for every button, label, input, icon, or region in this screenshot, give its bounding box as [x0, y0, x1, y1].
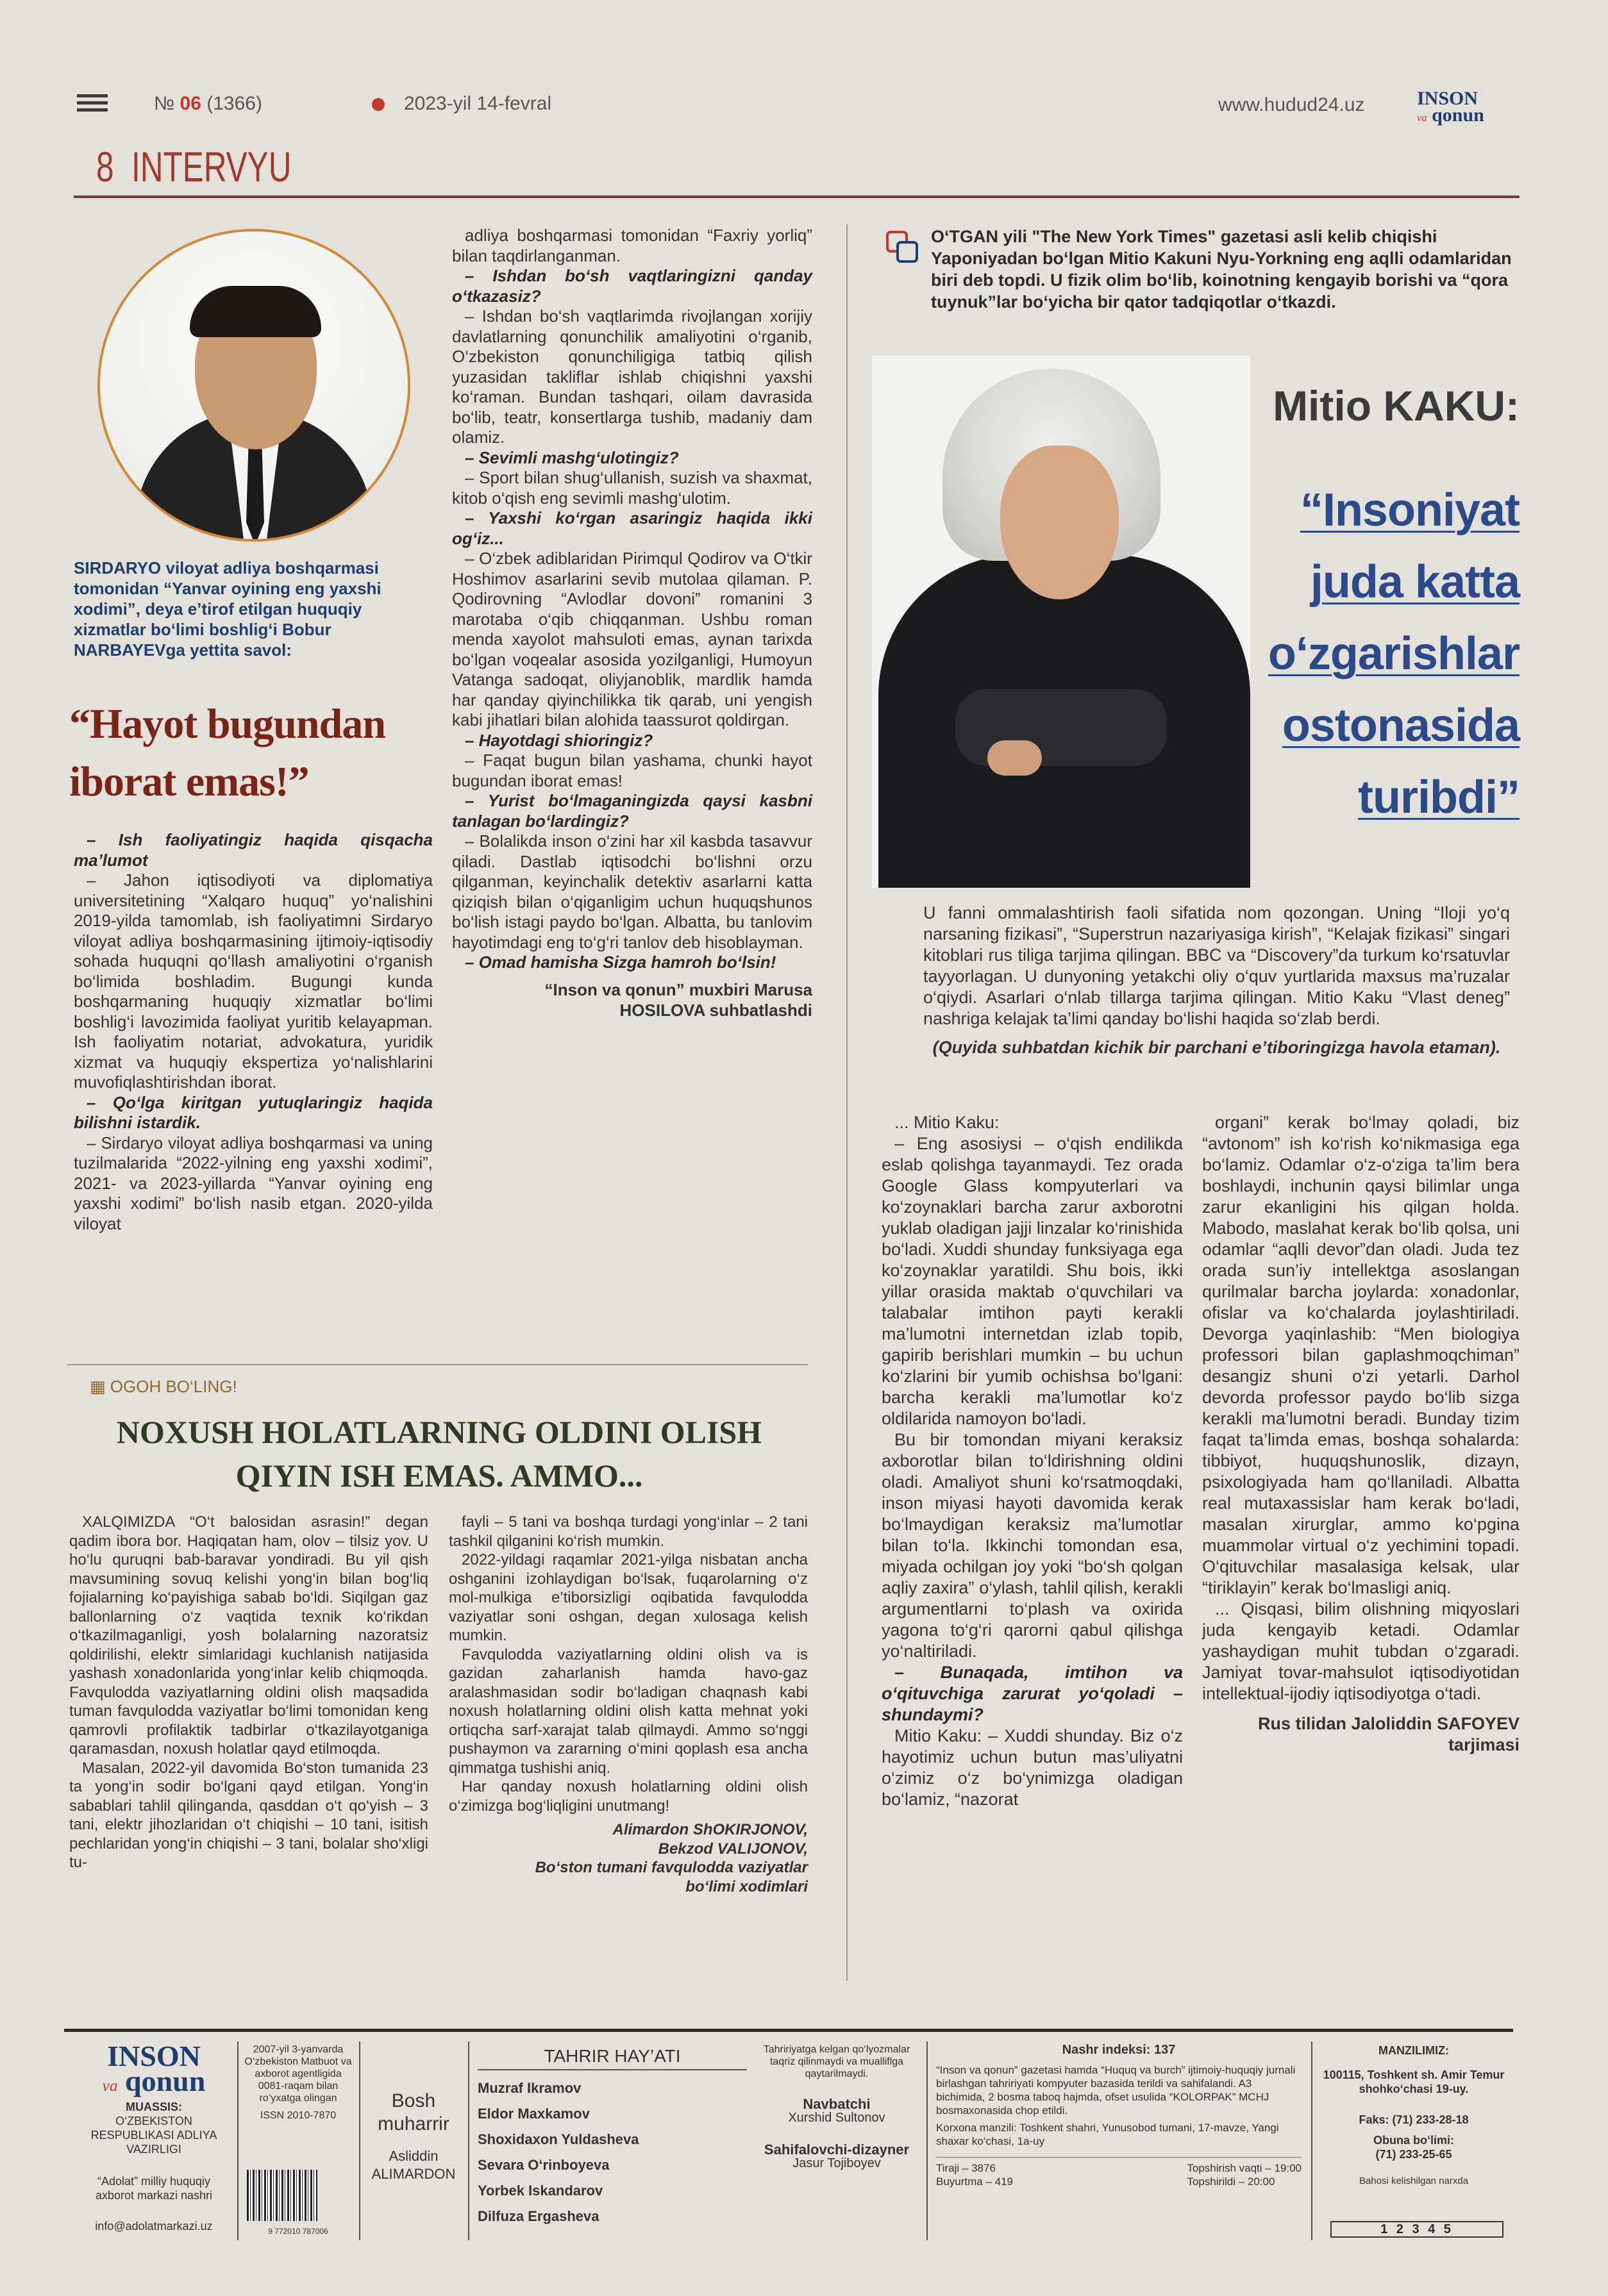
paragraph: Favqulodda vaziyatlarning oldini olish va is gazidan zaharlanish hamda havo-gaz aralashmasidan sodir bo‘ladigan chaqnash kabi noxush holatlarning oldini olish katta mehnat yoki ortiqcha sarf-xarajat talab qilmaydi. Ammo so‘nggi pushaymon va zararning o‘mini qoplash esa ancha qimmatga tushishi aniq.	[449, 1645, 808, 1777]
intro-note: (Quyida suhbatdan kichik bir parchani e’tiboringizga havola etaman).	[932, 1038, 1501, 1057]
translator-signature: Rus tilidan Jaloliddin SAFOYEV tarjimasi	[1257, 1714, 1520, 1754]
number-box: 1 2 3 4 5	[1330, 2221, 1503, 2238]
website-url: www.hudud24.uz	[1218, 94, 1365, 115]
ogoh-column-2	[449, 1513, 808, 1896]
page-header	[77, 87, 1520, 125]
answer: – Sport bilan shug‘ullanish, suzish va shaxmat, kitob o‘qish eng sevimli mashg‘ulotim.	[452, 468, 812, 508]
answer: – Ishdan bo‘sh vaqtlarimda rivojlangan xorijiy davlatlarning qonunchilik amaliyotini o‘rganib, O‘zbekiston qonunchiligiga tatbiq qilish yuzasidan takliflar ishlab chiqishni yaxshi ko‘raman. Bundan tashqari, oilam davrasida bo‘lib, teatr, konsertlarga tushib, madaniy dam olamiz.	[452, 306, 812, 447]
answer: – Bolalikda inson o‘zini har xil kasbda tasavvur qiladi. Dastlab iqtisodchi bo‘lishni orzu qilganman, keyinchalik detektiv asarlarni katta qiziqish bilan o‘qiganligim uchun huquqshunos bo‘lish istagi paydo bo‘lgan. Albatta, bu tanlovim hayotimdagi eng to‘g‘ri tanlov deb hisoblayman.	[452, 831, 812, 952]
issue-date: 2023-yil 14-fevral	[404, 93, 552, 114]
question: – Ishdan bo‘sh vaqtlaringizni qanday o‘tkazasiz?	[452, 266, 812, 306]
answer: – O‘zbek adiblaridan Pirimqul Qodirov va O‘tkir Hoshimov asarlarini sevib mutolaa qilaman. P. Qodirovning “Avlodlar dovoni” romanini 3 marotaba o‘qib chiqqanman. Ushbu roman menda xayolot mahsuloti emas, aynan tarixda bo‘lgan voqealar asosida yozilganligi, Humoyun Vatanga sadoqat, oliyjanoblik, mardlik hamda har qanday qiyinchilikka tik qarab, uni yengish kabi jihatlari bilan alohida taassurot qoldirgan.	[452, 549, 812, 729]
paragraph: Masalan, 2022-yil davomida Bo‘ston tumanida 23 ta yong‘in sodir bo‘lgani qayd etilgan. Yong‘in sabablari tahlil qilinganda, qasddan o‘t qo‘yish – 3 tani, elektr jihozlaridan o‘t chiqishi – 10 tani, isitish pechlaridan yong‘in chiqishi – 3 tani, bolalar sho‘xligi tu-	[69, 1759, 428, 1871]
question: – Ish faoliyatingiz haqida qisqacha ma’lumot	[74, 830, 433, 870]
answer: Mitio Kaku: – Xuddi shunday. Biz o‘z hayotimiz uchun butun mas’uliyatni o‘zimiz o‘z bo‘ynimizga oladigan bo‘lamiz, “nazorat	[882, 1726, 1183, 1809]
kaku-name: Mitio KAKU:	[1273, 382, 1520, 429]
translate-icon	[885, 229, 921, 265]
column-divider	[846, 224, 848, 1981]
barcode-digits: 9 772010 787006	[268, 2227, 328, 2236]
answer: organi” kerak bo‘lmay qoladi, biz “avtonom” ish ko‘rish ko‘nikmasiga ega bo‘lamiz. Odamlar o‘z-o‘ziga ta’lim bera boshlaydi, inchunin qaysi bilimlar unga zarur ekanligini his qilgan holda. Mabodo, maslahat kerak bo‘lib qolsa, uni odamlar “aqlli devor”dan oladi. Juda tez orada sun’iy intellektga asoslangan qurilmalar barcha joylarda: xonadonlar, ofislar va ko‘chalarda joylashtiriladi. Devorga yaqinlashib: “Men biologiya professori bilan gaplashmoqchiman” desangiz shuni o‘zi yetarli. Darhol devorda professor paydo bo‘lib sizga kerakli ma’lumotni beradi. Bunday tizim faqat ta’limda emas, boshqa sohalarda: tibbiyot, huquqshunoslik, dizayn, psixologiyada ham qo‘llaniladi. Albatta real mutaxassislar ham kerak bo‘ladi, masalan xirurglar, ammo ko‘pgina muammolar virtual o‘z yechimini topadi. O‘qituvchilar masalasiga kelsak, ular “tiriklayin” kerak bo‘lmasligi aniq.	[1202, 1113, 1520, 1597]
intro-text: U fanni ommalashtirish faoli sifatida nom qozongan. Uning “Iloji yo‘q narsaning fizikasi”, “Superstrun nazariyasiga kirish”, “Kelajak fizikasi” singari kitoblari rus tiliga tarjima qilingan. BBC va “Discovery”da turkum ko‘rsatuvlar tayyorlagan. U dunyoning yetakchi oliy o‘quv yurtlarida maxsus ma’ruzalar o‘qiydi. Asarlari o‘nlab tillarga tarjima qilingan. Mitio Kaku “Vlast deneg” nashriga kelajak ta’limi qanday bo‘lishi haqida so‘zlab berdi.	[923, 903, 1510, 1028]
menu-icon	[77, 94, 108, 115]
section-divider	[67, 1364, 808, 1365]
interview-lead: SIRDARYO viloyat adliya boshqarmasi tomonidan “Yanvar oyining eng yaxshi xodimi”, deya e’tirof etilgan huquqiy xizmatlar bo‘limi boshlig‘i Bobur NARBAYEVga yettita savol:	[74, 558, 381, 660]
footer-logo: INSON va qonun	[102, 2040, 206, 2098]
section-title: 8 INTERVYU	[96, 143, 292, 190]
interview-column-2	[452, 226, 812, 1020]
question: – Omad hamisha Sizga hamroh bo‘lsin!	[465, 953, 776, 972]
editor-cell: Bosh muharrir Asliddin ALIMARDON	[371, 2090, 456, 2182]
kaku-lead: O‘TGAN yili "The New York Times" gazetasi asli kelib chiqishi Yaponiyadan bo‘lgan Mitio Kakuni Nyu-Yorkning eng aqlli odamlaridan biri deb topdi. U fizik olim bo‘lib, koinotning kengayib borishi va “qora tuynuk”lar bo‘yicha bir qator tadqiqotlar o‘tkazdi.	[931, 227, 1512, 312]
answer: – Faqat bugun bilan yashama, chunki hayot bugundan iborat emas!	[452, 751, 812, 790]
kaku-column-1	[882, 1112, 1183, 1810]
question: – Yurist bo‘lmaganingizda qaysi kasbni tanlagan bo‘lardingiz?	[452, 791, 812, 831]
answer: adliya boshqarmasi tomonidan “Faxriy yorliq” bilan taqdirlanganman.	[452, 226, 812, 265]
ogoh-signature: Alimardon ShOKIRJONOV, Bekzod VALIJONOV, Bo‘ston tumani favqulodda vaziyatlar bo‘limi xodimlari	[535, 1821, 808, 1895]
interview-headline: “Hayot bugundan iborat emas!”	[69, 701, 386, 805]
address-cell: MANZILIMIZ: 100115, Toshkent sh. Amir Temur shohko‘chasi 19-uy. Faks: (71) 233-28-18 Obuna bo‘limi: (71) 233-25-65 Bahosi kelishilgan narxda	[1323, 2044, 1505, 2186]
issue-number: № 06 (1366)	[154, 93, 262, 114]
section-rule	[74, 195, 1520, 198]
kaku-column-2	[1202, 1112, 1520, 1756]
interview-signature: “Inson va qonun” muxbiri Marusa HOSILOVA suhbatlashdi	[544, 979, 812, 1020]
answer: – Jahon iqtisodiyoti va diplomatiya universitetining “Xalqaro huquq” yo‘nalishini 2019-yilda tamomlab, ish faoliyatimni Sirdaryo viloyat adliya boshqarmasining ijtimoiy-iqtisodiy sohada huquqni qo‘llash amaliyotini o‘rganish bo‘limida boshladim. Bugungi kunda boshqarmaning huquqiy xizmatlar bo‘limi boshlig‘i lavozimida faoliyat yuritib kelayapman. Ish faoliyatim notariat, advokatura, yuridik xizmat va huquqiy ekspertiza yo‘nalishlarini muvofiqlashtirishdan iborat.	[74, 870, 433, 1092]
paragraph: Har qanday noxush holatlarning oldini olish o‘zimizga bog‘liqligini unutmang!	[449, 1778, 808, 1815]
ogoh-headline: NOXUSH HOLATLARNING OLDINI OLISH QIYIN ISH EMAS. AMMO...	[116, 1414, 762, 1493]
kaku-headline: “Insoniyat juda katta o‘zgarishlar ostonasida turibdi”	[1268, 485, 1520, 823]
ogoh-column-1	[69, 1513, 428, 1872]
answer: – Eng asosiysi – o‘qish endilikda eslab qolishga tayanmaydi. Tez orada Google Glass kompyuterlari va ko‘zoynaklari barcha zarur axborotni yuklab oladigan jajji linzalar ko‘rinishida bo‘ladi. Xuddi shunday funksiyaga ega ko‘zoynaklar yaratildi. Shu bois, ikki yillar orasida maktab o‘quvchilari va talabalar imtihon payti kerakli ma’lumotni internetdan izlab topib, gapirib berishlari mumkin – bu uchun ko‘zlarini bir yumib ochishsa bo‘lgani: barcha kerakli ma’lumotlar ko‘z oldilarida namoyon bo‘ladi.	[882, 1134, 1183, 1428]
question: – Bunaqada, imtihon va o‘qituvchiga zarurat yo‘qoladi – shundaymi?	[882, 1663, 1183, 1724]
header-logo: INSON va qonun	[1417, 88, 1484, 126]
kaku-photo	[872, 356, 1250, 888]
question: – Qo‘lga kiritgan yutuqlaringiz haqida bilishni istardik.	[74, 1092, 433, 1132]
question: – Hayotdagi shioringiz?	[465, 730, 653, 750]
paragraph: fayli – 5 tani va boshqa turdagi yong‘inlar – 2 tani tashkil qilganini ko‘rish mumkin.	[449, 1513, 808, 1550]
kaku-intro	[923, 903, 1510, 1058]
print-info-cell: Nashr indeksi: 137 “Inson va qonun” gazetasi hamda “Huquq va burch” ijtimoiy-huquqiy jurnali birlashgan tahririyati kompyuter bazasida terildi va sahifalandi. A3 bichimida, 2 bosma taboq hajmda, ofset usulida “KOLORPAK” MCHJ bosmaxonasida chop etildi. Korxona manzili: Toshkent shahri, Yunusobod tumani, 17-mavze, Yangi shaxar ko‘chasi, 1a-uy Tiraji – 3876 Buyurtma – 419 Topshirish vaqti – 19:00 Topshirildi – 20:00	[936, 2043, 1302, 2188]
question: – Yaxshi ko‘rgan asaringiz haqida ikki og‘iz...	[452, 508, 812, 548]
answer: ... Qisqasi, bilim olishning miqyoslari juda kengayib ketadi. Odamlar yashaydigan muhit tubdan o‘zgaradi. Jamiyat tovar-mahsulot iqtisodiyotidan intellektual-ijodiy iqtisodiyotga o‘tadi.	[1202, 1599, 1520, 1703]
answer: Bu bir tomondan miyani keraksiz axborotlar bilan to‘ldirishning oldini oladi. Amaliyot shuni ko‘rsatmoqdaki, inson miyasi hayoti davomida kerak bo‘lmaydigan keraksiz ma’lumotlar bilan to‘la. Ikkinchi tomondan esa, miyada ochilgan joy yoki “bo‘sh qolgan aqliy zaxira” o‘ylash, tahlil qilish, kerakli argumentlarni to‘plash va oxirida yagona to‘g‘ri qarorni qabul qilishga yo‘naltiriladi.	[882, 1430, 1183, 1661]
barcode	[247, 2170, 317, 2221]
rubric-label: ▦ OGOH BO‘LING!	[90, 1377, 237, 1396]
answer: – Sirdaryo viloyat adliya boshqarmasi va uning tuzilmalarida “2022-yilning eng yaxshi xodimi”, 2021- va 2023-yillarda “Yanvar oyining eng yaxshi xodimi” bo‘lish nasib etgan. 2020-yilda viloyat	[74, 1133, 433, 1233]
footer-logo-cell: INSON va qonun MUASSIS: O‘ZBEKISTON RESPUBLIKASI ADLIYA VAZIRLIGI “Adolat” milliy huquqiy axborot markazi nashri info@adolatmarkazi.uz	[77, 2043, 231, 2233]
editorial-board: TAHRIR HAY’ATI Muzraf Ikramov Eldor Maxkamov Shoxidaxon Yuldasheva Sevara O‘rinboyeva Yorbek Iskandarov Dilfuza Ergasheva	[478, 2043, 747, 2229]
answer: ... Mitio Kaku:	[894, 1113, 1000, 1132]
bullet-dot-icon	[372, 98, 385, 111]
portrait-photo	[97, 229, 410, 542]
question: – Sevimli mashg‘ulotingiz?	[465, 447, 679, 467]
paragraph: 2022-yildagi raqamlar 2021-yilga nisbatan ancha oshganini izohlaydigan bo‘lsak, fuqarolarning o‘z mol-mulkiga e’tiborsizligi oqibatida favqulodda vaziyatlar soni oshgan, degan xulosaga kelish mumkin.	[449, 1551, 808, 1644]
staff-cell: Tahririyatga kelgan qo‘lyozmalar taqriz qilinmaydi va mualliflga qaytarilmaydi. Navbatchi Xurshid Sultonov Sahifalovchi-dizayner Jasur Tojiboyev	[763, 2044, 910, 2170]
interview-column-1	[74, 830, 433, 1234]
registration-cell: 2007-yil 3-yanvarda O‘zbekiston Matbuot va axborot agentligida 0081-raqam bilan ro‘yxatga olingan ISSN 2010-7870	[244, 2044, 352, 2121]
paragraph: XALQIMIZDA “O‘t balosidan asrasin!” degan qadim ibora bor. Haqiqatan ham, olov – tilsiz yov. U ho‘lu quruqni bab-baravar yondiradi. Bu yil qish mavsumining sovuq kelishi yong‘in bilan bog‘liq fojialarning ko‘payishiga sabab bo‘ldi. Siqilgan gaz ballonlarning o‘z vaqtida texnik ko‘rikdan o‘tkazilmaganligi, yosh bolalarning nazoratsiz qoldirilishi, elektr simlaridagi kuchlanish natijasida yashash xonadonlarida yong‘inlar kelib chiqmoqda. Favqulodda vaziyatlarning oldini olish maqsadida tuman favqulodda vaziyatlar bo‘limi tomonidan keng qamrovli profilaktik tadbirlar o‘tkazilayotganiga qaramasdan, noxush holatlar qayd etilmoqda.	[69, 1513, 428, 1758]
imprint-footer	[64, 2029, 1513, 2243]
